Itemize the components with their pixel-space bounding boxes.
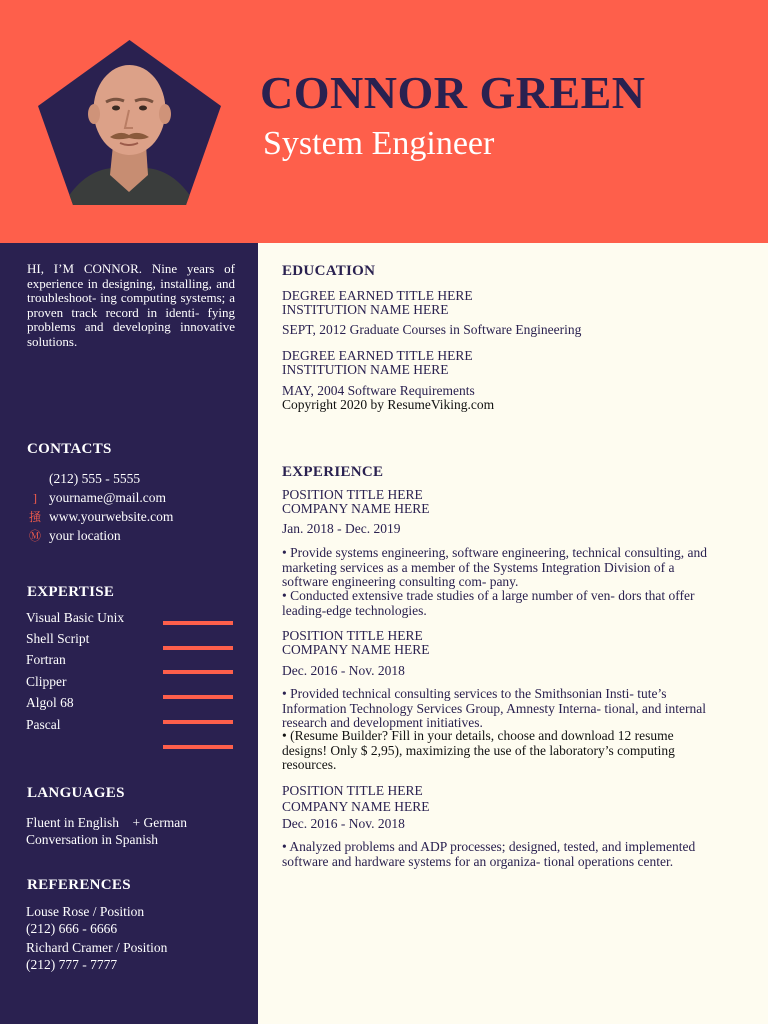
skill-bar — [163, 745, 233, 749]
skill-bar — [163, 646, 233, 650]
intro-summary: HI, I’M CONNOR. Nine years of experience in designing, installing, and troubleshoot- ing computing systems; a proven track record in identi- fying problems and developing innovative solutions. — [27, 261, 235, 349]
website-icon: 掻 — [28, 510, 41, 524]
languages-line-2: Conversation in Spanish — [26, 832, 158, 847]
skill-item: Visual Basic Unix — [26, 610, 125, 625]
expertise-heading: EXPERTISE — [27, 584, 115, 600]
header-banner — [0, 0, 768, 243]
languages-line-1: Fluent in English + German — [26, 815, 187, 830]
education-detail: SEPT, 2012 Graduate Courses in Software Engineering — [282, 322, 582, 337]
skill-bar — [163, 621, 233, 625]
reference-phone: (212) 777 - 7777 — [26, 957, 118, 972]
degree-title: DEGREE EARNED TITLE HERE — [282, 348, 473, 363]
job-dates: Dec. 2016 - Nov. 2018 — [282, 663, 405, 678]
languages-heading: LANGUAGES — [27, 785, 125, 801]
skill-bar — [163, 720, 233, 724]
institution-name: INSTITUTION NAME HERE — [282, 362, 449, 377]
contact-phone: (212) 555 - 5555 — [49, 471, 141, 486]
education-heading: EDUCATION — [282, 263, 376, 279]
candidate-name: CONNOR GREEN — [260, 67, 646, 118]
company-name: COMPANY NAME HERE — [282, 501, 430, 516]
skill-item: Shell Script — [26, 631, 90, 646]
email-icon: ] — [33, 491, 37, 505]
contact-website: 掻 www.yourwebsite.com — [28, 509, 174, 524]
job-bullet: • Analyzed problems and ADP processes; designed, tested, and implemented software and hardware systems for an organiza- tional operations center. — [282, 839, 696, 869]
skill-bar — [163, 695, 233, 699]
job-dates: Dec. 2016 - Nov. 2018 — [282, 816, 405, 831]
degree-title: DEGREE EARNED TITLE HERE — [282, 288, 473, 303]
job-bullet: • Provided technical consulting services to the Smithsonian Insti- tute’s Information Technology Services Group, Amnesty Interna- tional, and internal research and development initiatives. — [282, 686, 706, 730]
company-name: COMPANY NAME HERE — [282, 642, 430, 657]
skill-item: Algol 68 — [26, 695, 74, 710]
job-dates: Jan. 2018 - Dec. 2019 — [282, 521, 401, 536]
experience-heading: EXPERIENCE — [282, 464, 384, 480]
job-title: System Engineer — [263, 125, 495, 162]
reference-name: Richard Cramer / Position — [26, 940, 168, 955]
education-detail: MAY, 2004 Software Requirements — [282, 383, 475, 398]
location-icon: Ⓜ — [28, 529, 41, 543]
contact-email: ] yourname@mail.com — [27, 490, 166, 506]
skill-item: Clipper — [26, 674, 67, 689]
position-title: POSITION TITLE HERE — [282, 783, 423, 798]
skill-item: Pascal — [26, 717, 61, 732]
copyright-line: Copyright 2020 by ResumeViking.com — [282, 397, 495, 412]
position-title: POSITION TITLE HERE — [282, 487, 423, 502]
position-title: POSITION TITLE HERE — [282, 628, 423, 643]
reference-name: Louse Rose / Position — [26, 904, 145, 919]
references-heading: REFERENCES — [27, 877, 131, 893]
profile-photo — [38, 40, 221, 205]
job-bullet: • Conducted extensive trade studies of a large number of ven- dors that offer leading-edge technologies. — [282, 588, 695, 618]
institution-name: INSTITUTION NAME HERE — [282, 302, 449, 317]
main-content — [258, 243, 768, 1024]
job-bullet: • (Resume Builder? Fill in your details, choose and download 12 resume designs! Only $ 2,95), maximizing the use of the laboratory’s computing resources. — [282, 728, 675, 772]
skill-item: Fortran — [26, 652, 66, 667]
skill-bar — [163, 670, 233, 674]
job-bullet: • Provide systems engineering, software engineering, technical consulting, and marketing services as a member of the Systems Integration Division of a software engineering consulting com- pany. — [282, 545, 707, 589]
reference-phone: (212) 666 - 6666 — [26, 921, 118, 936]
contacts-heading: CONTACTS — [27, 441, 112, 457]
contact-location: Ⓜ your location — [28, 528, 121, 543]
sidebar — [0, 243, 258, 1024]
company-name: COMPANY NAME HERE — [282, 799, 430, 814]
